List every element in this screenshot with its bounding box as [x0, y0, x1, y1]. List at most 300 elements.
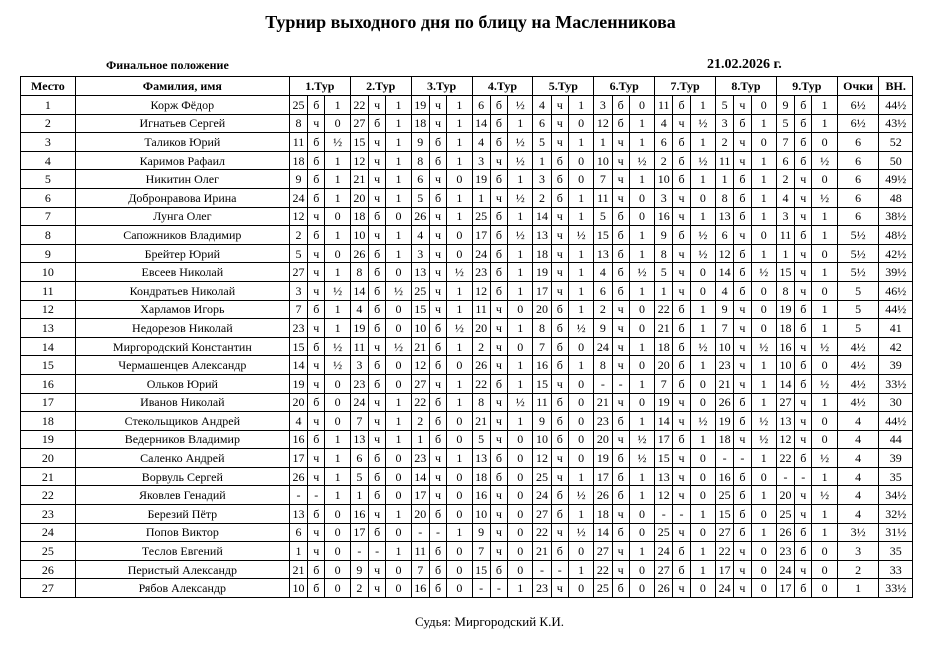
round-color-cell: ч [369, 430, 386, 449]
standings-table [20, 76, 913, 598]
round-opponent-cell: 21 [472, 412, 490, 431]
round-result-cell: ½ [386, 337, 411, 356]
round-opponent-cell: 10 [411, 319, 429, 338]
round-result-cell: 1 [690, 300, 715, 319]
round-result-cell: 1 [812, 96, 837, 115]
round-color-cell: ч [308, 263, 325, 282]
place-cell: 7 [21, 207, 76, 226]
header-name: Фамилия, имя [75, 77, 289, 96]
tiebreak-cell: 50 [879, 151, 913, 170]
round-result-cell: ½ [690, 337, 715, 356]
round-result-cell: 0 [629, 319, 654, 338]
round-opponent-cell: 12 [594, 114, 612, 133]
place-cell: 2 [21, 114, 76, 133]
points-cell: 4 [837, 467, 879, 486]
round-opponent-cell: 25 [655, 523, 673, 542]
round-result-cell: 1 [690, 319, 715, 338]
round-result-cell: 1 [508, 412, 533, 431]
round-color-cell: б [673, 560, 690, 579]
round-result-cell: 1 [447, 114, 472, 133]
round-color-cell: ч [551, 133, 568, 152]
round-color-cell: б [369, 356, 386, 375]
round-result-cell: 1 [508, 356, 533, 375]
player-name-cell: Каримов Рафаил [75, 151, 289, 170]
round-opponent-cell: 5 [655, 263, 673, 282]
round-color-cell: б [308, 96, 325, 115]
round-result-cell: ½ [325, 356, 350, 375]
round-opponent-cell: 9 [533, 412, 551, 431]
round-opponent-cell: - [289, 486, 307, 505]
round-opponent-cell: 23 [716, 356, 734, 375]
table-row [21, 263, 913, 282]
round-result-cell: 0 [325, 542, 350, 561]
round-result-cell: 1 [386, 114, 411, 133]
round-color-cell: ч [795, 337, 812, 356]
round-opponent-cell: 14 [716, 263, 734, 282]
round-result-cell: 0 [629, 523, 654, 542]
round-color-cell: б [612, 579, 629, 598]
round-color-cell: ч [734, 151, 751, 170]
round-opponent-cell: 21 [533, 542, 551, 561]
round-result-cell: ½ [568, 226, 593, 245]
round-opponent-cell: 18 [472, 467, 490, 486]
round-result-cell: 1 [751, 207, 776, 226]
player-name-cell: Рябов Александр [75, 579, 289, 598]
round-opponent-cell: 17 [716, 560, 734, 579]
round-result-cell: 1 [386, 151, 411, 170]
round-opponent-cell: 17 [472, 226, 490, 245]
round-color-cell: ч [369, 96, 386, 115]
round-color-cell: б [734, 114, 751, 133]
round-color-cell: ч [673, 467, 690, 486]
round-color-cell: ч [429, 244, 446, 263]
round-opponent-cell: 14 [350, 281, 368, 300]
tiebreak-cell: 30 [879, 393, 913, 412]
round-opponent-cell: 8 [411, 151, 429, 170]
round-opponent-cell: 6 [533, 114, 551, 133]
round-result-cell: 0 [568, 170, 593, 189]
table-row [21, 300, 913, 319]
table-row [21, 542, 913, 561]
round-result-cell: 1 [812, 114, 837, 133]
round-result-cell: ½ [629, 449, 654, 468]
round-result-cell: 0 [812, 579, 837, 598]
round-opponent-cell: 10 [350, 226, 368, 245]
round-opponent-cell: 1 [350, 486, 368, 505]
round-result-cell: 1 [386, 505, 411, 524]
round-color-cell: ч [734, 560, 751, 579]
round-opponent-cell: 25 [594, 579, 612, 598]
table-row [21, 114, 913, 133]
round-opponent-cell: 19 [533, 263, 551, 282]
round-color-cell: б [369, 300, 386, 319]
round-color-cell: б [429, 560, 446, 579]
round-opponent-cell: 6 [655, 133, 673, 152]
header-tiebreak: ВН. [879, 77, 913, 96]
round-opponent-cell: 9 [472, 523, 490, 542]
round-result-cell: ½ [386, 281, 411, 300]
round-color-cell: б [490, 133, 507, 152]
points-cell: 2 [837, 560, 879, 579]
round-result-cell: 0 [629, 96, 654, 115]
points-cell: 5 [837, 281, 879, 300]
place-cell: 6 [21, 188, 76, 207]
round-result-cell: ½ [812, 151, 837, 170]
round-result-cell: 0 [812, 244, 837, 263]
round-opponent-cell: 6 [289, 523, 307, 542]
tiebreak-cell: 39 [879, 449, 913, 468]
round-color-cell: ч [612, 560, 629, 579]
tiebreak-cell: 44½ [879, 96, 913, 115]
round-result-cell: 1 [508, 263, 533, 282]
round-result-cell: ½ [629, 430, 654, 449]
round-result-cell: 0 [447, 170, 472, 189]
round-color-cell: б [369, 114, 386, 133]
round-result-cell: 0 [386, 319, 411, 338]
round-result-cell: 1 [690, 170, 715, 189]
header-round-3: 3.Тур [411, 77, 472, 96]
round-result-cell: 0 [812, 133, 837, 152]
round-color-cell: ч [673, 412, 690, 431]
round-opponent-cell: 17 [350, 523, 368, 542]
round-result-cell: 1 [325, 263, 350, 282]
table-row [21, 356, 913, 375]
round-opponent-cell: 15 [533, 374, 551, 393]
round-color-cell: б [490, 226, 507, 245]
round-color-cell: б [551, 393, 568, 412]
round-result-cell: 1 [568, 96, 593, 115]
round-result-cell: 1 [812, 319, 837, 338]
round-color-cell: б [612, 226, 629, 245]
place-cell: 13 [21, 319, 76, 338]
round-opponent-cell: 8 [776, 281, 794, 300]
round-result-cell: 0 [690, 393, 715, 412]
round-result-cell: ½ [629, 151, 654, 170]
round-opponent-cell: 16 [289, 430, 307, 449]
round-opponent-cell: 12 [655, 486, 673, 505]
round-opponent-cell: 15 [716, 505, 734, 524]
round-color-cell: б [369, 263, 386, 282]
round-result-cell: 1 [690, 542, 715, 561]
round-color-cell: б [673, 542, 690, 561]
player-name-cell: Корж Фёдор [75, 96, 289, 115]
round-color-cell: ч [551, 281, 568, 300]
round-color-cell: ч [673, 579, 690, 598]
round-result-cell: ½ [508, 226, 533, 245]
round-color-cell: ч [734, 337, 751, 356]
round-result-cell: 1 [325, 188, 350, 207]
round-opponent-cell: 24 [350, 393, 368, 412]
round-opponent-cell: 8 [350, 263, 368, 282]
round-opponent-cell: 18 [776, 319, 794, 338]
round-color-cell: б [673, 430, 690, 449]
round-color-cell: ч [308, 542, 325, 561]
round-result-cell: 0 [751, 579, 776, 598]
round-result-cell: 1 [812, 226, 837, 245]
player-name-cell: Иванов Николай [75, 393, 289, 412]
points-cell: 5 [837, 319, 879, 338]
round-opponent-cell: 9 [655, 226, 673, 245]
points-cell: 6½ [837, 114, 879, 133]
table-row [21, 170, 913, 189]
round-result-cell: 1 [325, 319, 350, 338]
round-opponent-cell: 18 [655, 337, 673, 356]
round-color-cell: ч [308, 244, 325, 263]
round-opponent-cell: 23 [472, 263, 490, 282]
tiebreak-cell: 43½ [879, 114, 913, 133]
round-opponent-cell: 2 [533, 188, 551, 207]
round-color-cell: ч [490, 412, 507, 431]
player-name-cell: Яковлев Генадий [75, 486, 289, 505]
round-opponent-cell: 20 [655, 356, 673, 375]
round-result-cell: 1 [568, 281, 593, 300]
round-opponent-cell: 15 [594, 226, 612, 245]
round-result-cell: 0 [386, 207, 411, 226]
round-color-cell: ч [673, 449, 690, 468]
round-result-cell: 0 [447, 356, 472, 375]
tiebreak-cell: 39½ [879, 263, 913, 282]
round-color-cell: б [429, 133, 446, 152]
round-color-cell: ч [429, 170, 446, 189]
round-opponent-cell: 23 [533, 579, 551, 598]
header-round-1: 1.Тур [289, 77, 350, 96]
round-color-cell: ч [308, 523, 325, 542]
round-color-cell: ч [308, 281, 325, 300]
round-result-cell: 1 [508, 244, 533, 263]
round-opponent-cell: 3 [776, 207, 794, 226]
player-name-cell: Теслов Евгений [75, 542, 289, 561]
player-name-cell: Саленко Андрей [75, 449, 289, 468]
place-cell: 10 [21, 263, 76, 282]
round-color-cell: ч [673, 486, 690, 505]
table-header-row [21, 77, 913, 96]
round-opponent-cell: 2 [472, 337, 490, 356]
round-opponent-cell: - [472, 579, 490, 598]
place-cell: 9 [21, 244, 76, 263]
round-opponent-cell: 13 [655, 467, 673, 486]
round-color-cell: ч [429, 486, 446, 505]
round-opponent-cell: 24 [655, 542, 673, 561]
round-color-cell: б [612, 486, 629, 505]
round-opponent-cell: 27 [655, 560, 673, 579]
points-cell: 1 [837, 579, 879, 598]
round-result-cell: 1 [386, 170, 411, 189]
round-color-cell: ч [429, 374, 446, 393]
round-result-cell: 1 [629, 374, 654, 393]
place-cell: 26 [21, 560, 76, 579]
round-color-cell: б [429, 393, 446, 412]
table-row [21, 337, 913, 356]
round-result-cell: 1 [568, 263, 593, 282]
round-color-cell: б [551, 505, 568, 524]
round-opponent-cell: 1 [472, 188, 490, 207]
header-place: Место [21, 77, 76, 96]
round-result-cell: 0 [386, 300, 411, 319]
round-color-cell: ч [429, 226, 446, 245]
round-color-cell: б [734, 207, 751, 226]
round-color-cell: ч [369, 579, 386, 598]
points-cell: 5½ [837, 244, 879, 263]
round-color-cell: ч [551, 114, 568, 133]
points-cell: 4½ [837, 337, 879, 356]
place-cell: 17 [21, 393, 76, 412]
round-opponent-cell: 16 [716, 467, 734, 486]
player-name-cell: Перистый Александр [75, 560, 289, 579]
header-round-6: 6.Тур [594, 77, 655, 96]
round-color-cell: б [551, 356, 568, 375]
round-opponent-cell: 27 [594, 542, 612, 561]
table-row [21, 523, 913, 542]
round-color-cell: ч [308, 374, 325, 393]
round-result-cell: 0 [447, 505, 472, 524]
round-result-cell: ½ [508, 393, 533, 412]
round-color-cell: ч [612, 300, 629, 319]
round-opponent-cell: 4 [655, 114, 673, 133]
place-cell: 20 [21, 449, 76, 468]
round-opponent-cell: 8 [289, 114, 307, 133]
round-opponent-cell: 9 [411, 133, 429, 152]
round-opponent-cell: 3 [472, 151, 490, 170]
round-result-cell: 0 [508, 337, 533, 356]
round-result-cell: 0 [386, 374, 411, 393]
round-opponent-cell: 23 [289, 319, 307, 338]
round-result-cell: 0 [812, 281, 837, 300]
round-result-cell: 0 [447, 467, 472, 486]
round-opponent-cell: 14 [411, 467, 429, 486]
round-opponent-cell: 5 [716, 96, 734, 115]
round-result-cell: 1 [690, 560, 715, 579]
round-result-cell: 1 [751, 486, 776, 505]
round-opponent-cell: - [716, 449, 734, 468]
player-name-cell: Харламов Игорь [75, 300, 289, 319]
round-opponent-cell: 24 [716, 579, 734, 598]
round-result-cell: 0 [508, 523, 533, 542]
round-result-cell: 1 [447, 337, 472, 356]
round-result-cell: 0 [690, 449, 715, 468]
round-result-cell: 0 [629, 505, 654, 524]
player-name-cell: Никитин Олег [75, 170, 289, 189]
round-opponent-cell: 11 [655, 96, 673, 115]
round-color-cell: ч [734, 96, 751, 115]
round-color-cell: б [795, 523, 812, 542]
round-opponent-cell: 9 [716, 300, 734, 319]
round-result-cell: ½ [751, 337, 776, 356]
round-result-cell: 1 [751, 114, 776, 133]
round-opponent-cell: 5 [776, 114, 794, 133]
round-opponent-cell: 10 [655, 170, 673, 189]
round-opponent-cell: 2 [594, 300, 612, 319]
round-opponent-cell: 25 [472, 207, 490, 226]
round-result-cell: 0 [325, 374, 350, 393]
round-result-cell: 1 [812, 523, 837, 542]
round-color-cell: б [673, 356, 690, 375]
round-color-cell: б [612, 449, 629, 468]
round-color-cell: ч [673, 523, 690, 542]
round-color-cell: б [308, 226, 325, 245]
round-color-cell: ч [795, 560, 812, 579]
round-result-cell: 0 [508, 300, 533, 319]
round-opponent-cell: - [594, 374, 612, 393]
round-opponent-cell: 17 [776, 579, 794, 598]
round-color-cell: ч [734, 430, 751, 449]
round-color-cell: ч [490, 300, 507, 319]
round-color-cell: ч [308, 467, 325, 486]
round-color-cell: ч [734, 579, 751, 598]
round-opponent-cell: 15 [411, 300, 429, 319]
round-opponent-cell: 19 [472, 170, 490, 189]
round-result-cell: 0 [568, 114, 593, 133]
round-opponent-cell: 4 [289, 412, 307, 431]
round-color-cell: ч [795, 412, 812, 431]
round-color-cell: б [673, 170, 690, 189]
round-opponent-cell: 6 [776, 151, 794, 170]
round-color-cell: ч [490, 523, 507, 542]
points-cell: 3½ [837, 523, 879, 542]
tiebreak-cell: 38½ [879, 207, 913, 226]
round-result-cell: 1 [812, 207, 837, 226]
round-color-cell: ч [429, 449, 446, 468]
round-opponent-cell: 16 [411, 579, 429, 598]
round-opponent-cell: 8 [533, 319, 551, 338]
tiebreak-cell: 48½ [879, 226, 913, 245]
round-result-cell: 1 [812, 467, 837, 486]
round-color-cell: ч [612, 151, 629, 170]
round-opponent-cell: 25 [533, 467, 551, 486]
round-color-cell: б [429, 337, 446, 356]
round-opponent-cell: 23 [776, 542, 794, 561]
round-result-cell: 0 [751, 96, 776, 115]
round-opponent-cell: 13 [350, 430, 368, 449]
round-color-cell: б [308, 579, 325, 598]
round-opponent-cell: 26 [289, 467, 307, 486]
round-result-cell: ½ [325, 281, 350, 300]
round-color-cell: ч [551, 226, 568, 245]
round-color-cell: б [673, 133, 690, 152]
round-color-cell: ч [612, 356, 629, 375]
round-color-cell: б [673, 374, 690, 393]
judge-signature: Судья: Миргородский К.И. [415, 614, 564, 629]
round-result-cell: 0 [812, 170, 837, 189]
round-color-cell: б [551, 337, 568, 356]
round-result-cell: 1 [386, 542, 411, 561]
round-result-cell: ½ [325, 337, 350, 356]
round-color-cell: б [795, 114, 812, 133]
round-opponent-cell: 13 [472, 449, 490, 468]
round-opponent-cell: 7 [411, 560, 429, 579]
table-row [21, 374, 913, 393]
round-opponent-cell: 13 [533, 226, 551, 245]
round-result-cell: 1 [690, 430, 715, 449]
tiebreak-cell: 42½ [879, 244, 913, 263]
round-result-cell: 1 [508, 579, 533, 598]
round-result-cell: 0 [447, 412, 472, 431]
round-result-cell: 1 [690, 505, 715, 524]
round-opponent-cell: 5 [533, 133, 551, 152]
round-result-cell: 1 [629, 226, 654, 245]
round-color-cell: б [795, 579, 812, 598]
round-result-cell: 0 [447, 542, 472, 561]
round-result-cell: ½ [812, 374, 837, 393]
round-color-cell: ч [490, 505, 507, 524]
player-name-cell: Ворвуль Сергей [75, 467, 289, 486]
round-result-cell: 1 [447, 374, 472, 393]
round-result-cell: ½ [325, 133, 350, 152]
round-color-cell: б [795, 374, 812, 393]
round-opponent-cell: 21 [289, 560, 307, 579]
round-opponent-cell: 9 [594, 319, 612, 338]
tiebreak-cell: 42 [879, 337, 913, 356]
round-color-cell: б [734, 486, 751, 505]
